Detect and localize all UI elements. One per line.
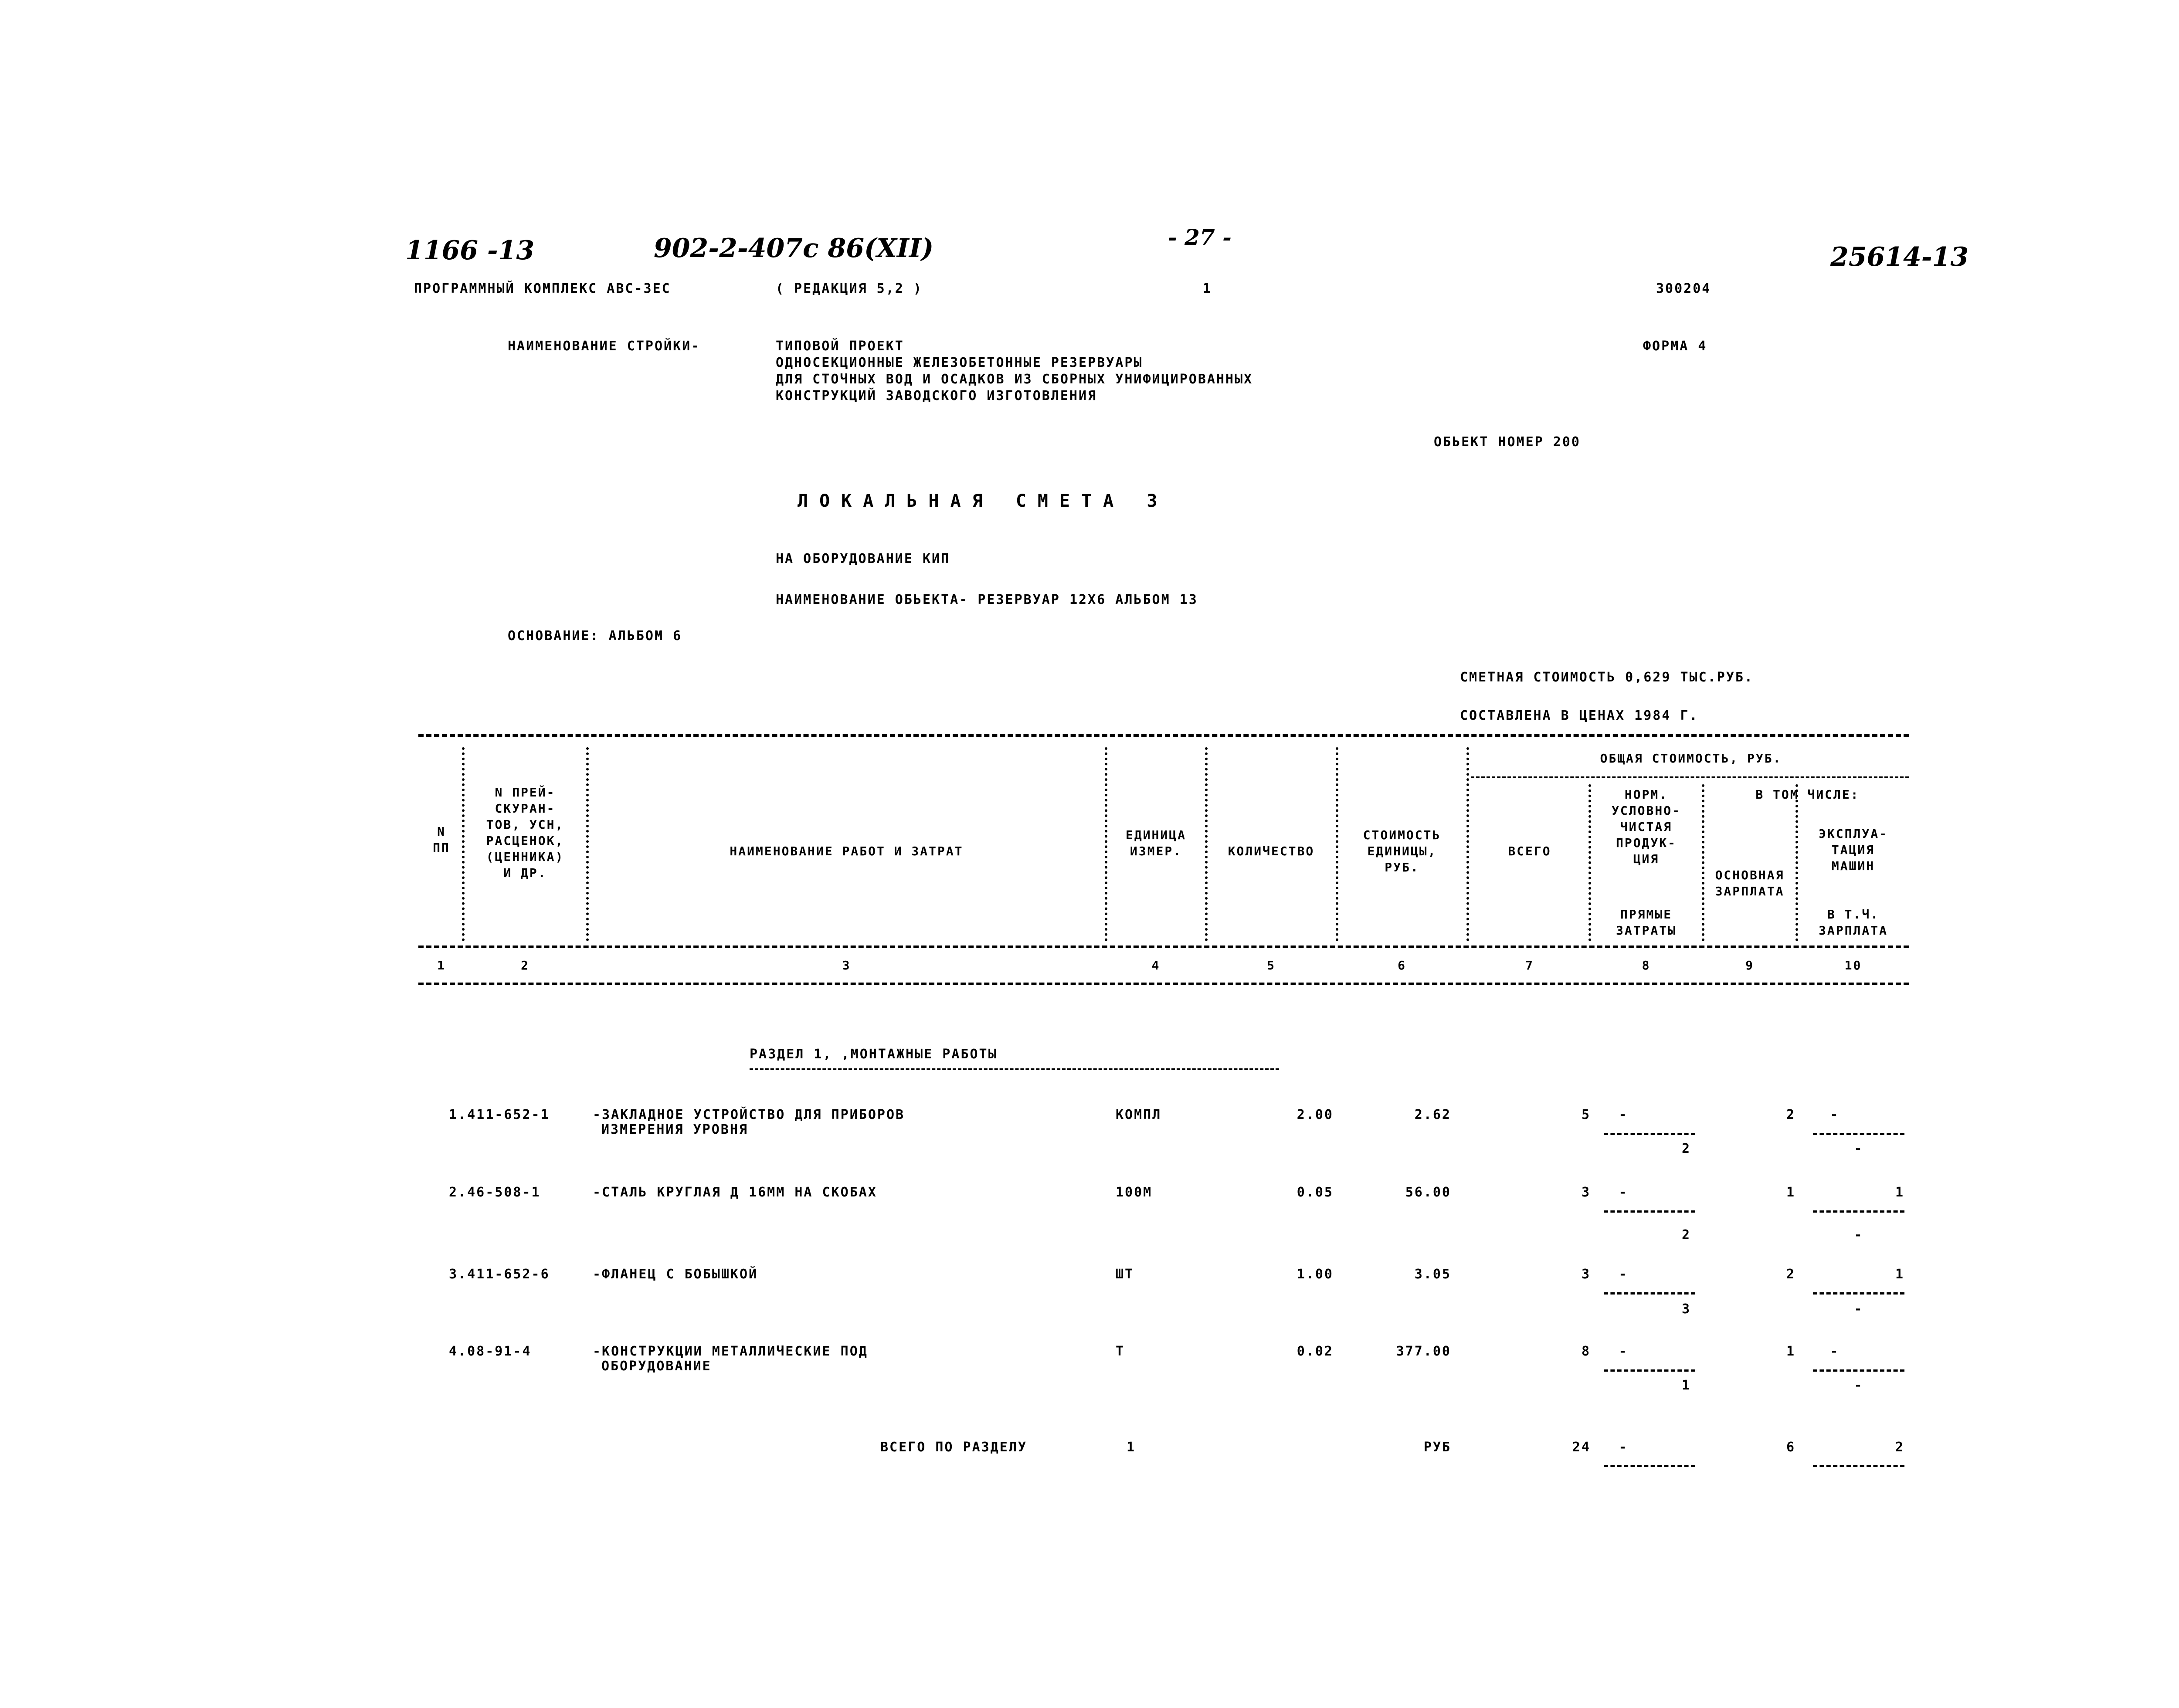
table-bottom-rule bbox=[418, 983, 1909, 985]
col-sep-4 bbox=[1205, 747, 1208, 941]
basis: ОСНОВАНИЕ: АЛЬБОМ 6 bbox=[508, 628, 682, 644]
title-label: НАИМЕНОВАНИЕ СТРОЙКИ- bbox=[508, 339, 701, 354]
colnum-9: 9 bbox=[1745, 958, 1754, 973]
program-name: ПРОГРАММНЫЙ КОМПЛЕКС АВС-3ЕС bbox=[414, 281, 671, 296]
section-total-norm: - bbox=[1619, 1440, 1628, 1455]
header-incl: В ТОМ ЧИСЛЕ: bbox=[1755, 787, 1860, 802]
colnum-1: 1 bbox=[437, 958, 446, 973]
header-col8: НОРМ. УСЛОВНО- ЧИСТАЯ ПРОДУК- ЦИЯ bbox=[1612, 787, 1681, 866]
row1-name-2: ИЗМЕРЕНИЯ УРОВНЯ bbox=[601, 1122, 748, 1137]
row3-unit-cost: 3.05 bbox=[1414, 1267, 1451, 1282]
row1-mach-rule bbox=[1813, 1133, 1904, 1135]
row3-salary: 2 bbox=[1786, 1267, 1795, 1282]
colnum-8: 8 bbox=[1642, 958, 1651, 973]
row4-name-2: ОБОРУДОВАНИЕ bbox=[601, 1359, 712, 1374]
colnum-4: 4 bbox=[1151, 958, 1161, 973]
row2-norm-rule bbox=[1604, 1210, 1695, 1213]
row2-norm-top: - bbox=[1619, 1185, 1628, 1200]
row2-qty: 0.05 bbox=[1297, 1185, 1334, 1200]
row4-mach-top: - bbox=[1830, 1344, 1840, 1359]
row2-code: 2.46-508-1 bbox=[449, 1185, 541, 1200]
colnum-3: 3 bbox=[842, 958, 851, 973]
row3-unit: ШТ bbox=[1116, 1267, 1134, 1282]
col-sep-2 bbox=[586, 747, 589, 941]
row1-total: 5 bbox=[1581, 1107, 1591, 1122]
row3-norm-rule bbox=[1604, 1292, 1695, 1295]
group-rule bbox=[1471, 776, 1909, 778]
handwritten-sheet-ref: 1166 -13 bbox=[405, 235, 535, 266]
handwritten-page-number: - 27 - bbox=[1168, 224, 1232, 250]
row4-unit: Т bbox=[1116, 1344, 1125, 1359]
col-sep-1 bbox=[462, 747, 465, 941]
header-col3: НАИМЕНОВАНИЕ РАБОТ И ЗАТРАТ bbox=[730, 844, 964, 858]
title-line-4: КОНСТРУКЦИЙ ЗАВОДСКОГО ИЗГОТОВЛЕНИЯ bbox=[776, 388, 1097, 403]
header-col7: ВСЕГО bbox=[1508, 844, 1551, 858]
row3-norm-top: - bbox=[1619, 1267, 1628, 1282]
row2-unit: 100М bbox=[1116, 1185, 1153, 1200]
header-col6: СТОИМОСТЬ ЕДИНИЦЫ, РУБ. bbox=[1363, 828, 1441, 874]
colnum-2: 2 bbox=[521, 958, 529, 973]
row1-qty: 2.00 bbox=[1297, 1107, 1334, 1122]
header-col9: ОСНОВНАЯ ЗАРПЛАТА bbox=[1715, 868, 1785, 898]
row2-norm-bottom: 2 bbox=[1681, 1227, 1691, 1243]
row2-mach-rule bbox=[1813, 1210, 1904, 1213]
row3-total: 3 bbox=[1581, 1267, 1591, 1282]
colnum-10: 10 bbox=[1844, 958, 1862, 973]
row4-qty: 0.02 bbox=[1297, 1344, 1334, 1359]
row4-total: 8 bbox=[1581, 1344, 1591, 1359]
row4-salary: 1 bbox=[1786, 1344, 1795, 1359]
row3-norm-bottom: 3 bbox=[1681, 1301, 1691, 1317]
section-total-mach-rule bbox=[1813, 1465, 1904, 1467]
section-title: РАЗДЕЛ 1, ,МОНТАЖНЫЕ РАБОТЫ bbox=[750, 1047, 998, 1062]
program-version: ( РЕДАКЦИЯ 5,2 ) bbox=[776, 281, 923, 296]
row2-unit-cost: 56.00 bbox=[1405, 1185, 1451, 1200]
header-bottom-rule bbox=[418, 946, 1909, 948]
header-col1: N ПП bbox=[433, 824, 450, 855]
doc-code: 300204 bbox=[1656, 281, 1711, 296]
section-total-count: 1 bbox=[1127, 1440, 1136, 1455]
section-underline bbox=[750, 1068, 1279, 1070]
row4-mach-rule bbox=[1813, 1369, 1904, 1372]
row2-mach-bottom: - bbox=[1854, 1227, 1863, 1243]
doc-subject: НА ОБОРУДОВАНИЕ КИП bbox=[776, 551, 950, 566]
form-label: ФОРМА 4 bbox=[1643, 339, 1707, 354]
row4-norm-bottom: 1 bbox=[1681, 1378, 1691, 1393]
object-number: ОБЬЕКТ НОМЕР 200 bbox=[1434, 434, 1581, 450]
row3-mach-top: 1 bbox=[1895, 1267, 1904, 1282]
col-sep-5 bbox=[1336, 747, 1338, 941]
col-sep-8 bbox=[1702, 784, 1704, 941]
header-total-group: ОБЩАЯ СТОИМОСТЬ, РУБ. bbox=[1600, 751, 1782, 766]
section-total-mach: 2 bbox=[1895, 1440, 1904, 1455]
table-top-rule bbox=[418, 734, 1909, 737]
row1-mach-bottom: - bbox=[1854, 1141, 1863, 1156]
row1-mach-top: - bbox=[1830, 1107, 1840, 1122]
doc-title: ЛОКАЛЬНАЯ СМЕТА 3 bbox=[798, 491, 1169, 511]
row2-total: 3 bbox=[1581, 1185, 1591, 1200]
colnum-5: 5 bbox=[1267, 958, 1276, 973]
row1-salary: 2 bbox=[1786, 1107, 1795, 1122]
section-total-salary: 6 bbox=[1786, 1440, 1795, 1455]
title-line-3: ДЛЯ СТОЧНЫХ ВОД И ОСАДКОВ ИЗ СБОРНЫХ УНИФИЦИРОВАННЫХ bbox=[776, 372, 1253, 387]
row1-unit-cost: 2.62 bbox=[1414, 1107, 1451, 1122]
title-line-2: ОДНОСЕКЦИОННЫЕ ЖЕЛЕЗОБЕТОННЫЕ РЕЗЕРВУАРЫ bbox=[776, 355, 1143, 370]
title-line-1: ТИПОВОЙ ПРОЕКТ bbox=[776, 339, 904, 354]
header-col4: ЕДИНИЦА ИЗМЕР. bbox=[1125, 828, 1186, 858]
colnum-6: 6 bbox=[1398, 958, 1406, 973]
row1-unit: КОМПЛ bbox=[1116, 1107, 1162, 1122]
row3-code: 3.411-652-6 bbox=[449, 1267, 550, 1282]
row2-salary: 1 bbox=[1786, 1185, 1795, 1200]
object-name: НАИМЕНОВАНИЕ ОБЬЕКТА- РЕЗЕРВУАР 12Х6 АЛЬБОМ 13 bbox=[776, 592, 1198, 607]
handwritten-archive-number: 25614-13 bbox=[1830, 242, 1969, 272]
section-total-unit: РУБ bbox=[1423, 1440, 1451, 1455]
row1-norm-rule bbox=[1604, 1133, 1695, 1135]
section-total-norm-rule bbox=[1604, 1465, 1695, 1467]
row4-mach-bottom: - bbox=[1854, 1378, 1863, 1393]
row2-mach-top: 1 bbox=[1895, 1185, 1904, 1200]
col-sep-6 bbox=[1466, 747, 1469, 941]
section-total-label: ВСЕГО ПО РАЗДЕЛУ bbox=[880, 1440, 1027, 1455]
row2-name-1: -СТАЛЬ КРУГЛАЯ Д 16ММ НА СКОБАХ bbox=[593, 1185, 877, 1200]
row1-name-1: -ЗАКЛАДНОЕ УСТРОЙСТВО ДЛЯ ПРИБОРОВ bbox=[593, 1107, 905, 1122]
row4-name-1: -КОНСТРУКЦИИ МЕТАЛЛИЧЕСКИЕ ПОД bbox=[593, 1344, 868, 1359]
colnum-7: 7 bbox=[1525, 958, 1534, 973]
row1-norm-bottom: 2 bbox=[1681, 1141, 1691, 1156]
header-col8b: ПРЯМЫЕ ЗАТРАТЫ bbox=[1616, 907, 1677, 938]
col-sep-3 bbox=[1105, 747, 1107, 941]
row1-code: 1.411-652-1 bbox=[449, 1107, 550, 1122]
row4-norm-top: - bbox=[1619, 1344, 1628, 1359]
header-col10b: В Т.Ч. ЗАРПЛАТА bbox=[1819, 907, 1888, 938]
row3-mach-bottom: - bbox=[1854, 1301, 1863, 1317]
row4-code: 4.08-91-4 bbox=[449, 1344, 532, 1359]
row3-mach-rule bbox=[1813, 1292, 1904, 1295]
header-col2: N ПРЕЙ- СКУРАН- ТОВ, УСН, РАСЦЕНОК, (ЦЕННИКА) И ДР. bbox=[486, 785, 564, 880]
row1-norm-top: - bbox=[1619, 1107, 1628, 1122]
handwritten-project-code: 902-2-407c 86(XII) bbox=[654, 233, 934, 264]
section-total-sum: 24 bbox=[1572, 1440, 1591, 1455]
header-col10: ЭКСПЛУА- ТАЦИЯ МАШИН bbox=[1819, 827, 1888, 873]
row4-unit-cost: 377.00 bbox=[1396, 1344, 1451, 1359]
price-basis: СОСТАВЛЕНА В ЦЕНАХ 1984 Г. bbox=[1460, 708, 1699, 723]
sheet-number: 1 bbox=[1203, 281, 1212, 296]
header-col5: КОЛИЧЕСТВО bbox=[1228, 844, 1315, 858]
row3-name-1: -ФЛАНЕЦ С БОБЫШКОЙ bbox=[593, 1267, 758, 1282]
row4-norm-rule bbox=[1604, 1369, 1695, 1372]
estimated-cost: СМЕТНАЯ СТОИМОСТЬ 0,629 ТЫС.РУБ. bbox=[1460, 670, 1754, 685]
row3-qty: 1.00 bbox=[1297, 1267, 1334, 1282]
